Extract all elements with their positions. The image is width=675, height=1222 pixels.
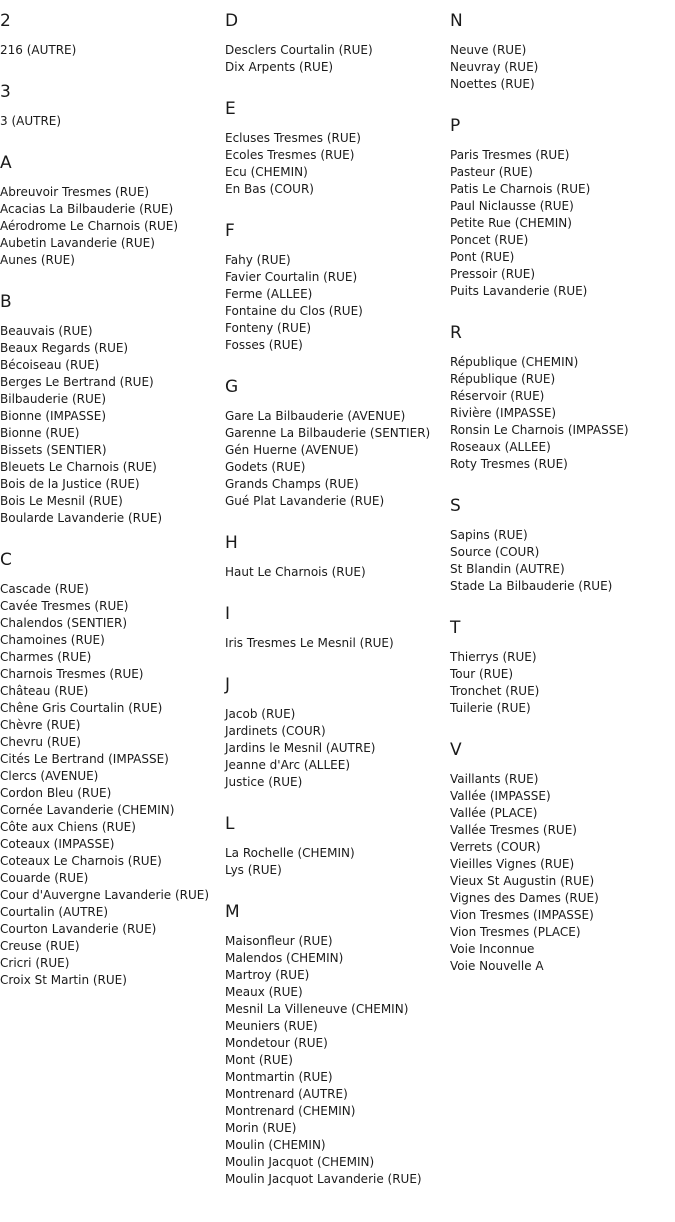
street-entry: Clercs (AVENUE) [0, 769, 99, 783]
street-entry: Gué Plat Lavanderie (RUE) [225, 494, 385, 508]
letter-section [225, 603, 450, 652]
street-entry: Aérodrome Le Charnois (RUE) [0, 219, 179, 233]
street-entry: Bleuets Le Charnois (RUE) [0, 460, 157, 474]
letter-section [0, 81, 225, 130]
street-entry: Aubetin Lavanderie (RUE) [0, 236, 155, 250]
street-entry: Cour d'Auvergne Lavanderie (RUE) [0, 888, 210, 902]
street-entry: Jeanne d'Arc (ALLEE) [225, 758, 350, 772]
letter-section [450, 495, 675, 595]
street-list [450, 649, 675, 717]
section-letter-heading: V [450, 740, 462, 760]
street-entry: Puits Lavanderie (RUE) [450, 284, 588, 298]
section-letter-heading: 2 [0, 11, 11, 31]
street-entry: Morin (RUE) [225, 1121, 297, 1135]
street-index-column-1 [0, 10, 225, 1011]
street-entry: Berges Le Bertrand (RUE) [0, 375, 154, 389]
street-entry: Fontaine du Clos (RUE) [225, 304, 363, 318]
street-entry: Roseaux (ALLEE) [450, 440, 551, 454]
street-entry: Vallée (PLACE) [450, 806, 538, 820]
street-entry: Pont (RUE) [450, 250, 515, 264]
street-entry: Justice (RUE) [225, 775, 303, 789]
street-entry: Jardins le Mesnil (AUTRE) [225, 741, 376, 755]
street-entry: Gén Huerne (AVENUE) [225, 443, 359, 457]
street-entry: Chêne Gris Courtalin (RUE) [0, 701, 163, 715]
street-entry: Vieux St Augustin (RUE) [450, 874, 595, 888]
street-list [225, 252, 450, 354]
street-entry: Montrenard (AUTRE) [225, 1087, 348, 1101]
street-entry: Abreuvoir Tresmes (RUE) [0, 185, 150, 199]
letter-section [225, 901, 450, 1188]
street-entry: Cascade (RUE) [0, 582, 89, 596]
street-entry: Bécoiseau (RUE) [0, 358, 100, 372]
street-entry: Sapins (RUE) [450, 528, 528, 542]
street-entry: Neuvray (RUE) [450, 60, 539, 74]
street-entry: Montmartin (RUE) [225, 1070, 333, 1084]
street-entry: Tuilerie (RUE) [450, 701, 531, 715]
street-entry: 216 (AUTRE) [0, 43, 77, 57]
street-entry: Ecluses Tresmes (RUE) [225, 131, 361, 145]
street-entry: 3 (AUTRE) [0, 114, 62, 128]
street-entry: Croix St Martin (RUE) [0, 973, 127, 987]
letter-section [225, 532, 450, 581]
street-entry: Paris Tresmes (RUE) [450, 148, 570, 162]
street-entry: Poncet (RUE) [450, 233, 529, 247]
street-list [0, 581, 225, 989]
street-entry: Ecu (CHEMIN) [225, 165, 308, 179]
section-letter-heading: E [225, 99, 236, 119]
street-entry: Chalendos (SENTIER) [0, 616, 128, 630]
letter-section [225, 674, 450, 791]
street-entry: Moulin Jacquot Lavanderie (RUE) [225, 1172, 422, 1186]
street-entry: Iris Tresmes Le Mesnil (RUE) [225, 636, 394, 650]
street-entry: Charmes (RUE) [0, 650, 92, 664]
street-entry: République (CHEMIN) [450, 355, 579, 369]
street-entry: Patis Le Charnois (RUE) [450, 182, 591, 196]
section-letter-heading: G [225, 377, 239, 397]
street-entry: Ecoles Tresmes (RUE) [225, 148, 355, 162]
street-entry: Mesnil La Villeneuve (CHEMIN) [225, 1002, 409, 1016]
street-entry: Noettes (RUE) [450, 77, 535, 91]
street-entry: Maisonfleur (RUE) [225, 934, 333, 948]
street-entry: Fosses (RUE) [225, 338, 303, 352]
section-letter-heading: N [450, 11, 463, 31]
street-entry: Montrenard (CHEMIN) [225, 1104, 356, 1118]
street-entry: Chamoines (RUE) [0, 633, 105, 647]
section-letter-heading: C [0, 550, 12, 570]
street-entry: Thierrys (RUE) [450, 650, 537, 664]
letter-section [450, 617, 675, 717]
street-list [225, 933, 450, 1188]
street-index-column-3 [450, 10, 675, 997]
street-entry: Vieilles Vignes (RUE) [450, 857, 575, 871]
street-list [225, 408, 450, 510]
letter-section [0, 10, 225, 59]
street-entry: République (RUE) [450, 372, 556, 386]
section-letter-heading: D [225, 11, 239, 31]
street-list [450, 42, 675, 93]
street-list [225, 706, 450, 791]
street-entry: Rivière (IMPASSE) [450, 406, 557, 420]
street-entry: Lys (RUE) [225, 863, 282, 877]
letter-section [225, 98, 450, 198]
street-list [450, 527, 675, 595]
street-entry: Godets (RUE) [225, 460, 306, 474]
street-entry: Charnois Tresmes (RUE) [0, 667, 144, 681]
street-list [450, 147, 675, 300]
street-list [225, 130, 450, 198]
street-entry: En Bas (COUR) [225, 182, 314, 196]
street-list [0, 323, 225, 527]
letter-section [0, 549, 225, 989]
street-entry: Ronsin Le Charnois (IMPASSE) [450, 423, 629, 437]
street-list [0, 184, 225, 269]
street-list [225, 42, 450, 76]
street-entry: Grands Champs (RUE) [225, 477, 359, 491]
street-entry: Roty Tresmes (RUE) [450, 457, 568, 471]
street-entry: Martroy (RUE) [225, 968, 310, 982]
street-entry: Creuse (RUE) [0, 939, 80, 953]
street-entry: Pasteur (RUE) [450, 165, 533, 179]
letter-section [450, 322, 675, 473]
street-list [0, 42, 225, 59]
letter-section [225, 10, 450, 76]
street-entry: Gare La Bilbauderie (AVENUE) [225, 409, 406, 423]
street-entry: Tronchet (RUE) [450, 684, 540, 698]
street-entry: Château (RUE) [0, 684, 89, 698]
street-entry: Boularde Lavanderie (RUE) [0, 511, 163, 525]
street-list [225, 564, 450, 581]
street-entry: Aunes (RUE) [0, 253, 75, 267]
street-entry: Bois de la Justice (RUE) [0, 477, 140, 491]
street-entry: Jardinets (COUR) [225, 724, 326, 738]
street-entry: Pressoir (RUE) [450, 267, 536, 281]
section-letter-heading: A [0, 153, 12, 173]
street-entry: Meaux (RUE) [225, 985, 303, 999]
street-entry: La Rochelle (CHEMIN) [225, 846, 355, 860]
street-entry: Vallée Tresmes (RUE) [450, 823, 577, 837]
street-entry: Fahy (RUE) [225, 253, 291, 267]
letter-section [0, 152, 225, 269]
street-entry: Neuve (RUE) [450, 43, 527, 57]
street-entry: Acacias La Bilbauderie (RUE) [0, 202, 174, 216]
street-entry: Vallée (IMPASSE) [450, 789, 551, 803]
street-entry: Moulin (CHEMIN) [225, 1138, 326, 1152]
street-entry: Desclers Courtalin (RUE) [225, 43, 373, 57]
letter-section [225, 376, 450, 510]
street-entry: Meuniers (RUE) [225, 1019, 318, 1033]
street-entry: Mont (RUE) [225, 1053, 293, 1067]
street-entry: Bionne (IMPASSE) [0, 409, 107, 423]
section-letter-heading: J [225, 675, 231, 695]
section-letter-heading: H [225, 533, 238, 553]
street-entry: Coteaux (IMPASSE) [0, 837, 115, 851]
letter-section [450, 739, 675, 975]
street-entry: Vion Tresmes (PLACE) [450, 925, 581, 939]
street-entry: Bissets (SENTIER) [0, 443, 107, 457]
street-entry: Tour (RUE) [450, 667, 514, 681]
street-entry: Cordon Bleu (RUE) [0, 786, 112, 800]
street-entry: Favier Courtalin (RUE) [225, 270, 358, 284]
section-letter-heading: F [225, 221, 235, 241]
letter-section [450, 115, 675, 300]
street-entry: Beauvais (RUE) [0, 324, 93, 338]
street-entry: Cornée Lavanderie (CHEMIN) [0, 803, 175, 817]
street-entry: Vignes des Dames (RUE) [450, 891, 599, 905]
section-letter-heading: 3 [0, 82, 11, 102]
street-entry: Stade La Bilbauderie (RUE) [450, 579, 613, 593]
street-entry: Voie Inconnue [450, 942, 535, 956]
street-entry: Mondetour (RUE) [225, 1036, 328, 1050]
section-letter-heading: M [225, 902, 240, 922]
street-entry: Verrets (COUR) [450, 840, 541, 854]
street-entry: Cavée Tresmes (RUE) [0, 599, 129, 613]
street-list [450, 354, 675, 473]
street-entry: Couarde (RUE) [0, 871, 89, 885]
street-entry: Source (COUR) [450, 545, 540, 559]
section-letter-heading: P [450, 116, 461, 136]
street-entry: Réservoir (RUE) [450, 389, 545, 403]
letter-section [225, 813, 450, 879]
section-letter-heading: B [0, 292, 12, 312]
letter-section [450, 10, 675, 93]
street-index-column-2 [225, 10, 450, 1210]
street-entry: Bilbauderie (RUE) [0, 392, 107, 406]
letter-section [0, 291, 225, 527]
street-entry: Garenne La Bilbauderie (SENTIER) [225, 426, 431, 440]
street-entry: Moulin Jacquot (CHEMIN) [225, 1155, 375, 1169]
street-entry: Courton Lavanderie (RUE) [0, 922, 157, 936]
street-entry: Haut Le Charnois (RUE) [225, 565, 366, 579]
street-entry: Chevru (RUE) [0, 735, 81, 749]
street-list [450, 771, 675, 975]
street-entry: Vaillants (RUE) [450, 772, 539, 786]
street-entry: Coteaux Le Charnois (RUE) [0, 854, 162, 868]
letter-section [225, 220, 450, 354]
street-entry: Jacob (RUE) [225, 707, 296, 721]
street-entry: Courtalin (AUTRE) [0, 905, 109, 919]
street-entry: Beaux Regards (RUE) [0, 341, 129, 355]
street-entry: Vion Tresmes (IMPASSE) [450, 908, 594, 922]
street-entry: Petite Rue (CHEMIN) [450, 216, 572, 230]
street-entry: Fonteny (RUE) [225, 321, 312, 335]
street-entry: Bionne (RUE) [0, 426, 80, 440]
street-entry: Côte aux Chiens (RUE) [0, 820, 136, 834]
street-entry: St Blandin (AUTRE) [450, 562, 565, 576]
section-letter-heading: R [450, 323, 462, 343]
street-list [225, 635, 450, 652]
section-letter-heading: T [450, 618, 461, 638]
street-entry: Paul Niclausse (RUE) [450, 199, 574, 213]
street-entry: Cricri (RUE) [0, 956, 70, 970]
street-list [225, 845, 450, 879]
section-letter-heading: I [225, 604, 231, 624]
street-list [0, 113, 225, 130]
section-letter-heading: L [225, 814, 235, 834]
street-entry: Cités Le Bertrand (IMPASSE) [0, 752, 169, 766]
street-entry: Bois Le Mesnil (RUE) [0, 494, 123, 508]
street-entry: Ferme (ALLEE) [225, 287, 313, 301]
section-letter-heading: S [450, 496, 461, 516]
street-entry: Chèvre (RUE) [0, 718, 81, 732]
street-entry: Dix Arpents (RUE) [225, 60, 334, 74]
street-entry: Voie Nouvelle A [450, 959, 544, 973]
street-entry: Malendos (CHEMIN) [225, 951, 344, 965]
